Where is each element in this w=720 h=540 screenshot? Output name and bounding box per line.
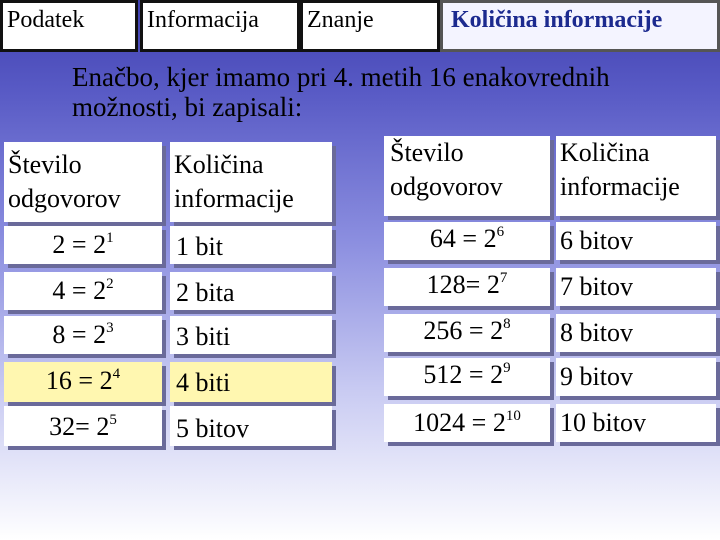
right-row-2-info: 7 bitov bbox=[556, 268, 716, 306]
tab-znanje[interactable]: Znanje bbox=[300, 0, 440, 52]
left-row-3-count: $8 = 2^3$ bbox=[4, 316, 162, 354]
tab-kolicina-informacije[interactable]: Količina informacije bbox=[440, 0, 720, 52]
right-row-5-info: 10 bitov bbox=[556, 404, 716, 442]
right-row-4-count: $512 = 2^9$ bbox=[384, 358, 550, 396]
right-row-1-count: $64 = 2^6$ bbox=[384, 222, 550, 260]
right-row-5-count: $1024 = 2^{10}$ bbox=[384, 404, 550, 442]
left-row-5-info: 5 bitov bbox=[170, 406, 332, 446]
left-row-1-count: $2 = 2^1$ bbox=[4, 226, 162, 264]
tab-podatek[interactable]: Podatek bbox=[0, 0, 138, 52]
right-row-2-count: $128= 2^7$ bbox=[384, 268, 550, 306]
right-row-3-info: 8 bitov bbox=[556, 314, 716, 352]
right-header-info: Količina informacije bbox=[556, 136, 716, 216]
left-header-count: Število odgovorov bbox=[4, 142, 162, 222]
left-row-2-count: $4 = 2^2$ bbox=[4, 272, 162, 310]
right-header-count: Število odgovorov bbox=[384, 136, 550, 216]
left-row-5-count: $32= 2^5$ bbox=[4, 406, 162, 446]
left-header-info: Količina informacije bbox=[170, 142, 332, 222]
left-row-4-info: 4 biti bbox=[170, 362, 332, 402]
slide-subtitle: Enačbo, kjer imamo pri 4. metih 16 enakovrednih možnosti, bi zapisali: bbox=[72, 62, 610, 122]
right-row-1-info: 6 bitov bbox=[556, 222, 716, 260]
left-row-1-info: 1 bit bbox=[170, 226, 332, 264]
left-row-3-info: 3 biti bbox=[170, 316, 332, 354]
left-row-2-info: 2 bita bbox=[170, 272, 332, 310]
right-row-4-info: 9 bitov bbox=[556, 358, 716, 396]
tab-informacija[interactable]: Informacija bbox=[140, 0, 300, 52]
left-row-4-count: $16 = 2^4$ bbox=[4, 362, 162, 402]
right-row-3-count: $256 = 2^8$ bbox=[384, 314, 550, 352]
